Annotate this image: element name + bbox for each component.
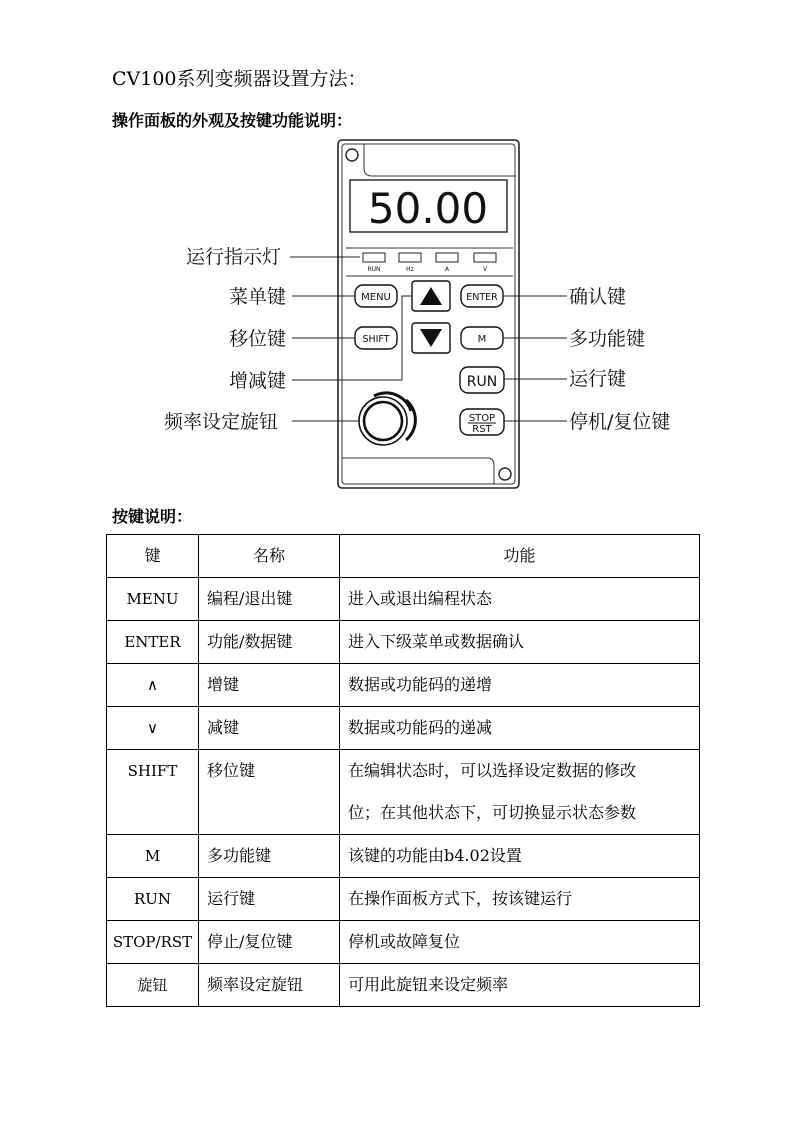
up-button[interactable] <box>412 281 450 311</box>
callout-updown-key: 增减键 <box>229 370 287 392</box>
stop-button-label-top: STOP <box>468 413 496 424</box>
cell-function-line2: 位；在其他状态下，可切换显示状态参数 <box>348 803 637 822</box>
callout-shift-key: 移位键 <box>229 328 287 350</box>
run-button[interactable] <box>460 367 504 393</box>
cell-name: 编程/退出键 <box>199 578 340 621</box>
callout-multi-key: 多功能键 <box>569 328 646 350</box>
knob-inner <box>364 402 402 440</box>
indicator-led-a <box>436 253 458 262</box>
table-row <box>107 621 700 664</box>
cell-key: 旋钮 <box>107 964 199 1007</box>
panel-section-heading: 操作面板的外观及按键功能说明： <box>112 111 353 130</box>
header-key: 键 <box>107 535 199 578</box>
down-button[interactable] <box>412 323 450 353</box>
cell-function: 进入或退出编程状态 <box>340 578 700 621</box>
enter-button-label: ENTER <box>466 292 498 303</box>
cell-key: ENTER <box>107 621 199 664</box>
menu-button[interactable] <box>355 285 397 307</box>
key-description-table <box>106 534 700 1007</box>
cell-key: RUN <box>107 878 199 921</box>
screw-hole-top-icon <box>346 149 358 161</box>
cell-function: 数据或功能码的递增 <box>340 664 700 707</box>
cell-name: 多功能键 <box>199 835 340 878</box>
cell-key: ∧ <box>107 664 199 707</box>
shift-button[interactable] <box>355 327 397 349</box>
callout-run-key: 运行键 <box>569 368 627 390</box>
table-row <box>107 707 700 750</box>
cell-function: 可用此旋钮来设定频率 <box>340 964 700 1007</box>
table-row <box>107 835 700 878</box>
m-button-label: M <box>477 334 487 345</box>
cell-function: 进入下级菜单或数据确认 <box>340 621 700 664</box>
display-value: 50.00 <box>367 184 489 233</box>
cell-key: STOP/RST <box>107 921 199 964</box>
cell-function: 该键的功能由b4.02设置 <box>340 835 700 878</box>
screw-hole-bottom-icon <box>499 468 511 480</box>
callout-enter-key: 确认键 <box>569 286 627 308</box>
indicator-label-a: A <box>444 266 450 273</box>
cell-name: 频率设定旋钮 <box>199 964 340 1007</box>
cell-function: 数据或功能码的递减 <box>340 707 700 750</box>
cell-name: 运行键 <box>199 878 340 921</box>
stop-button-label-bottom: RST <box>472 424 492 435</box>
cell-key: SHIFT <box>107 750 199 835</box>
cell-key: M <box>107 835 199 878</box>
keys-section-heading: 按键说明： <box>112 507 193 526</box>
cell-function-line1: 在编辑状态时，可以选择设定数据的修改 <box>348 761 637 780</box>
cell-name: 增键 <box>199 664 340 707</box>
indicator-led-run <box>363 253 385 262</box>
indicator-led-v <box>474 253 496 262</box>
callout-run-indicator: 运行指示灯 <box>186 246 282 268</box>
table-row <box>107 964 700 1007</box>
indicator-led-hz <box>399 253 421 262</box>
header-name: 名称 <box>199 535 340 578</box>
table-row <box>107 664 700 707</box>
cell-function: 在操作面板方式下，按该键运行 <box>340 878 700 921</box>
callout-menu-key: 菜单键 <box>229 286 287 308</box>
table-row <box>107 878 700 921</box>
table-row <box>107 921 700 964</box>
operation-panel-figure <box>0 130 793 500</box>
cell-name: 减键 <box>199 707 340 750</box>
document-title: CV100系列变频器设置方法： <box>112 68 367 90</box>
table-row <box>107 750 700 835</box>
stop-reset-button[interactable] <box>460 409 504 435</box>
callout-stop-key: 停机/复位键 <box>569 411 671 433</box>
cell-name: 功能/数据键 <box>199 621 340 664</box>
table-row <box>107 578 700 621</box>
shift-button-label: SHIFT <box>362 334 390 345</box>
callout-knob: 频率设定旋钮 <box>164 411 279 433</box>
run-button-label: RUN <box>466 374 498 390</box>
cell-key: MENU <box>107 578 199 621</box>
cell-function <box>340 750 700 835</box>
cell-key: ∨ <box>107 707 199 750</box>
indicator-label-v: V <box>482 266 488 273</box>
enter-button[interactable] <box>461 285 503 307</box>
menu-button-label: MENU <box>361 292 391 303</box>
cell-name: 停止/复位键 <box>199 921 340 964</box>
indicator-label-hz: Hz <box>406 266 414 273</box>
cell-name: 移位键 <box>199 750 340 835</box>
indicator-label-run: RUN <box>367 266 381 273</box>
cell-function: 停机或故障复位 <box>340 921 700 964</box>
m-button[interactable] <box>461 327 503 349</box>
header-function: 功能 <box>340 535 700 578</box>
table-header-row <box>107 535 700 578</box>
